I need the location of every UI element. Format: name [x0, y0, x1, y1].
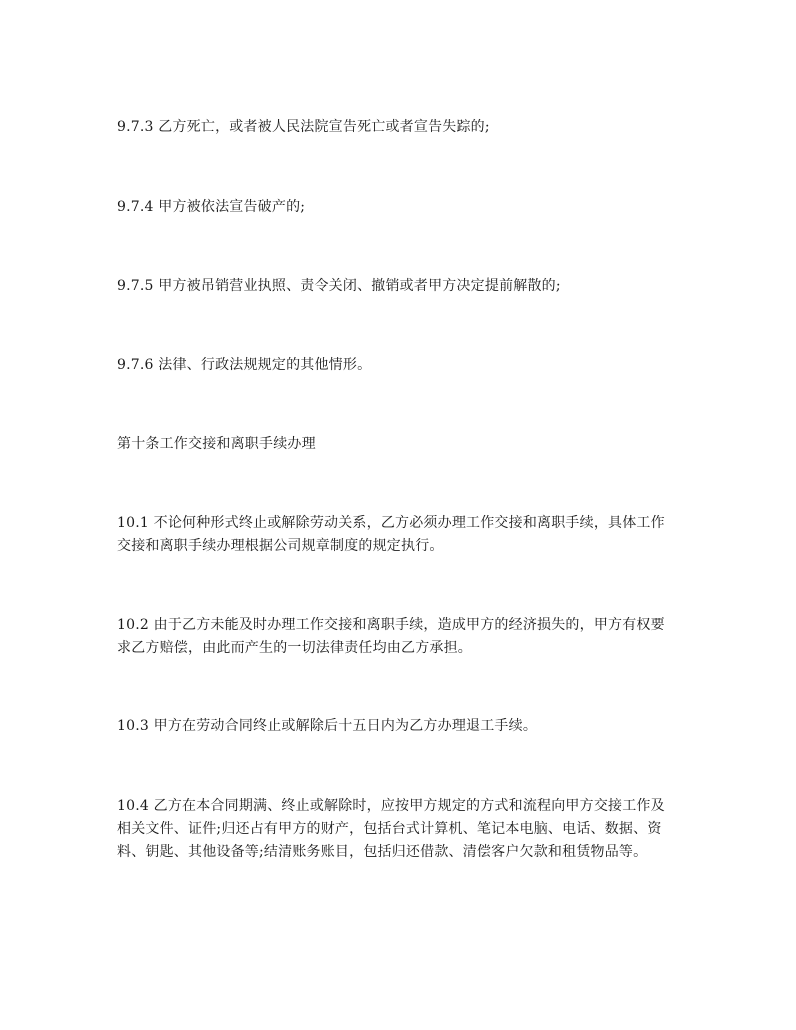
- clause-10-1: 10.1 不论何种形式终止或解除劳动关系，乙方必须办理工作交接和离职手续，具体工作交接和离职手续办理根据公司规章制度的规定执行。: [117, 515, 665, 554]
- clause-10-2: 10.2 由于乙方未能及时办理工作交接和离职手续，造成甲方的经济损失的，甲方有权要求乙方赔偿，由此而产生的一切法律责任均由乙方承担。: [117, 617, 665, 656]
- clause-9-7-5: 9.7.5 甲方被吊销营业执照、责令关闭、撤销或者甲方决定提前解散的;: [117, 278, 561, 294]
- clause-9-7-4: 9.7.4 甲方被依法宣告破产的;: [117, 199, 306, 215]
- clause-9-7-3: 9.7.3 乙方死亡，或者被人民法院宣告死亡或者宣告失踪的;: [117, 119, 490, 135]
- clause-10-4: 10.4 乙方在本合同期满、终止或解除时，应按甲方规定的方式和流程向甲方交接工作及相关文件、证件;归还占有甲方的财产，包括台式计算机、笔记本电脑、电话、数据、资料、钥匙、其他设备等;结清账务账目，包括归还借款、清偿客户欠款和租赁物品等。: [117, 798, 665, 860]
- clause-9-7-6: 9.7.6 法律、行政法规规定的其他情形。: [117, 357, 372, 373]
- article-10-heading: 第十条工作交接和离职手续办理: [117, 436, 316, 452]
- clause-10-3: 10.3 甲方在劳动合同终止或解除后十五日内为乙方办理退工手续。: [117, 718, 538, 734]
